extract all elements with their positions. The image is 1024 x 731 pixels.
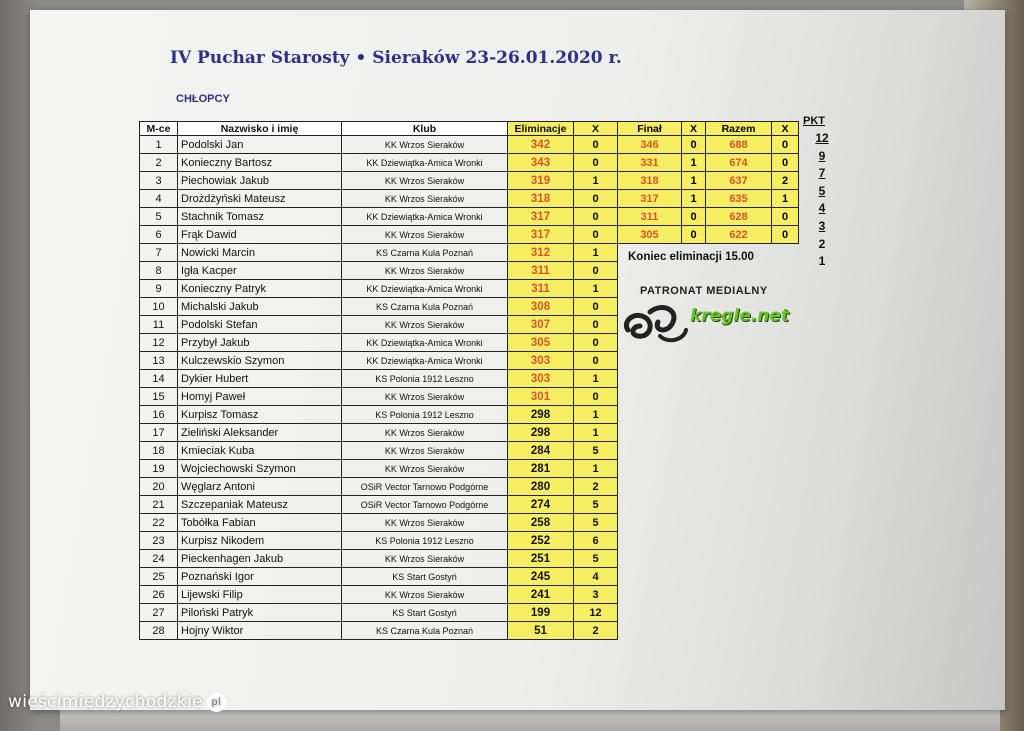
final-cell: 317 bbox=[618, 190, 682, 208]
x-cell: 0 bbox=[574, 226, 618, 244]
total-cell: 622 bbox=[706, 226, 772, 244]
club-cell: OSiR Vector Tarnowo Podgórne bbox=[342, 478, 508, 496]
final-x-cell: 0 bbox=[682, 136, 706, 154]
x-cell: 12 bbox=[574, 604, 618, 622]
club-cell: KK Wrzos Sieraków bbox=[342, 550, 508, 568]
header-final-x: X bbox=[682, 122, 706, 136]
total-x-cell: 0 bbox=[772, 136, 799, 154]
club-cell: KK Dziewiątka-Amica Wronki bbox=[342, 154, 508, 172]
elim-cell: 245 bbox=[508, 568, 574, 586]
rank-cell: 28 bbox=[140, 622, 178, 640]
elim-cell: 308 bbox=[508, 298, 574, 316]
name-cell: Homyj Paweł bbox=[178, 388, 342, 406]
elim-cell: 317 bbox=[508, 208, 574, 226]
rank-cell: 16 bbox=[140, 406, 178, 424]
x-cell: 2 bbox=[574, 478, 618, 496]
elim-cell: 284 bbox=[508, 442, 574, 460]
final-cell: 311 bbox=[618, 208, 682, 226]
club-cell: KK Dziewiątka-Amica Wronki bbox=[342, 334, 508, 352]
results-table bbox=[139, 121, 618, 640]
media-patronage-label: PATRONAT MEDIALNY bbox=[640, 285, 768, 297]
x-cell: 1 bbox=[574, 406, 618, 424]
rank-cell: 19 bbox=[140, 460, 178, 478]
final-x-cell: 0 bbox=[682, 226, 706, 244]
x-cell: 5 bbox=[574, 442, 618, 460]
club-cell: OSiR Vector Tarnowo Podgórne bbox=[342, 496, 508, 514]
rank-cell: 25 bbox=[140, 568, 178, 586]
elim-cell: 258 bbox=[508, 514, 574, 532]
name-cell: Nowicki Marcin bbox=[178, 244, 342, 262]
points-value: 7 bbox=[818, 166, 826, 181]
elim-cell: 274 bbox=[508, 496, 574, 514]
elim-cell: 312 bbox=[508, 244, 574, 262]
table-row bbox=[140, 622, 618, 640]
x-cell: 0 bbox=[574, 154, 618, 172]
total-cell: 635 bbox=[706, 190, 772, 208]
header-elim: Eliminacje bbox=[508, 122, 574, 136]
club-cell: KK Wrzos Sieraków bbox=[342, 190, 508, 208]
club-cell: KS Start Gostyń bbox=[342, 568, 508, 586]
x-cell: 1 bbox=[574, 460, 618, 478]
total-cell: 674 bbox=[706, 154, 772, 172]
end-eliminations-note: Koniec eliminacji 15.00 bbox=[628, 251, 754, 263]
x-cell: 0 bbox=[574, 298, 618, 316]
x-cell: 6 bbox=[574, 532, 618, 550]
x-cell: 2 bbox=[574, 622, 618, 640]
x-cell: 0 bbox=[574, 334, 618, 352]
name-cell: Stachnik Tomasz bbox=[178, 208, 342, 226]
club-cell: KS Czarna Kula Poznań bbox=[342, 622, 508, 640]
rank-cell: 21 bbox=[140, 496, 178, 514]
elim-cell: 311 bbox=[508, 262, 574, 280]
x-cell: 5 bbox=[574, 550, 618, 568]
rank-cell: 15 bbox=[140, 388, 178, 406]
total-x-cell: 1 bbox=[772, 190, 799, 208]
final-cell: 346 bbox=[618, 136, 682, 154]
page-title: IV Puchar Starosty • Sieraków 23-26.01.2020 r. bbox=[170, 48, 622, 68]
club-cell: KS Polonia 1912 Leszno bbox=[342, 532, 508, 550]
final-cell: 318 bbox=[618, 172, 682, 190]
x-cell: 1 bbox=[574, 172, 618, 190]
club-cell: KK Wrzos Sieraków bbox=[342, 136, 508, 154]
table-row bbox=[140, 208, 618, 226]
table-row bbox=[140, 406, 618, 424]
elim-cell: 251 bbox=[508, 550, 574, 568]
final-header-row bbox=[618, 122, 799, 136]
name-cell: Dykier Hubert bbox=[178, 370, 342, 388]
points-value: 5 bbox=[818, 183, 826, 198]
x-cell: 1 bbox=[574, 244, 618, 262]
results-header-row bbox=[140, 122, 618, 136]
x-cell: 5 bbox=[574, 496, 618, 514]
name-cell: Hojny Wiktor bbox=[178, 622, 342, 640]
table-row bbox=[140, 460, 618, 478]
table-row bbox=[140, 424, 618, 442]
club-cell: KK Wrzos Sieraków bbox=[342, 262, 508, 280]
total-cell: 688 bbox=[706, 136, 772, 154]
kregle-logo-text: kregle.net bbox=[690, 306, 789, 326]
name-cell: Konieczny Bartosz bbox=[178, 154, 342, 172]
elim-cell: 343 bbox=[508, 154, 574, 172]
header-total: Razem bbox=[706, 122, 772, 136]
club-cell: KK Wrzos Sieraków bbox=[342, 424, 508, 442]
name-cell: Kurpisz Tomasz bbox=[178, 406, 342, 424]
x-cell: 0 bbox=[574, 388, 618, 406]
rank-cell: 9 bbox=[140, 280, 178, 298]
name-cell: Piloński Patryk bbox=[178, 604, 342, 622]
club-cell: KK Wrzos Sieraków bbox=[342, 226, 508, 244]
elim-cell: 298 bbox=[508, 424, 574, 442]
elim-cell: 241 bbox=[508, 586, 574, 604]
final-cell: 331 bbox=[618, 154, 682, 172]
x-cell: 5 bbox=[574, 514, 618, 532]
points-value: 1 bbox=[818, 254, 826, 269]
header-final: Finał bbox=[618, 122, 682, 136]
header-total-x: X bbox=[772, 122, 799, 136]
table-row bbox=[140, 154, 618, 172]
watermark-text: wieścimiędzychodzkie bbox=[8, 692, 203, 712]
name-cell: Pieckenhagen Jakub bbox=[178, 550, 342, 568]
name-cell: Poznański Igor bbox=[178, 568, 342, 586]
points-header: PKT bbox=[803, 115, 825, 127]
table-row bbox=[140, 550, 618, 568]
elim-cell: 252 bbox=[508, 532, 574, 550]
final-x-cell: 1 bbox=[682, 172, 706, 190]
name-cell: Piechowiak Jakub bbox=[178, 172, 342, 190]
rank-cell: 17 bbox=[140, 424, 178, 442]
table-row bbox=[140, 370, 618, 388]
table-row bbox=[140, 298, 618, 316]
points-value: 2 bbox=[818, 236, 826, 251]
x-cell: 3 bbox=[574, 586, 618, 604]
x-cell: 0 bbox=[574, 316, 618, 334]
table-row bbox=[140, 262, 618, 280]
elim-cell: 303 bbox=[508, 370, 574, 388]
rank-cell: 11 bbox=[140, 316, 178, 334]
rank-cell: 27 bbox=[140, 604, 178, 622]
table-row bbox=[140, 586, 618, 604]
rank-cell: 23 bbox=[140, 532, 178, 550]
table-row bbox=[140, 316, 618, 334]
elim-cell: 281 bbox=[508, 460, 574, 478]
final-row bbox=[618, 136, 799, 154]
table-row bbox=[140, 604, 618, 622]
club-cell: KS Polonia 1912 Leszno bbox=[342, 370, 508, 388]
rank-cell: 4 bbox=[140, 190, 178, 208]
table-row bbox=[140, 568, 618, 586]
elim-cell: 342 bbox=[508, 136, 574, 154]
x-cell: 1 bbox=[574, 370, 618, 388]
club-cell: KK Wrzos Sieraków bbox=[342, 388, 508, 406]
rank-cell: 7 bbox=[140, 244, 178, 262]
points-value: 4 bbox=[818, 201, 826, 216]
final-row bbox=[618, 154, 799, 172]
rank-cell: 5 bbox=[140, 208, 178, 226]
rank-cell: 14 bbox=[140, 370, 178, 388]
rank-cell: 8 bbox=[140, 262, 178, 280]
club-cell: KK Wrzos Sieraków bbox=[342, 442, 508, 460]
name-cell: Węglarz Antoni bbox=[178, 478, 342, 496]
rank-cell: 2 bbox=[140, 154, 178, 172]
table-row bbox=[140, 532, 618, 550]
rank-cell: 20 bbox=[140, 478, 178, 496]
table-row bbox=[140, 478, 618, 496]
points-value: 3 bbox=[818, 219, 826, 233]
total-x-cell: 2 bbox=[772, 172, 799, 190]
table-row bbox=[140, 496, 618, 514]
x-cell: 0 bbox=[574, 190, 618, 208]
table-row bbox=[140, 442, 618, 460]
club-cell: KK Dziewiątka-Amica Wronki bbox=[342, 280, 508, 298]
club-cell: KK Wrzos Sieraków bbox=[342, 172, 508, 190]
elim-cell: 301 bbox=[508, 388, 574, 406]
rank-cell: 24 bbox=[140, 550, 178, 568]
x-cell: 0 bbox=[574, 352, 618, 370]
final-row bbox=[618, 172, 799, 190]
name-cell: Frąk Dawid bbox=[178, 226, 342, 244]
final-x-cell: 1 bbox=[682, 190, 706, 208]
rank-cell: 13 bbox=[140, 352, 178, 370]
rank-cell: 10 bbox=[140, 298, 178, 316]
final-row bbox=[618, 190, 799, 208]
club-cell: KS Czarna Kula Poznań bbox=[342, 298, 508, 316]
table-row bbox=[140, 172, 618, 190]
final-row bbox=[618, 226, 799, 244]
name-cell: Kmieciak Kuba bbox=[178, 442, 342, 460]
name-cell: Przybył Jakub bbox=[178, 334, 342, 352]
name-cell: Zieliński Aleksander bbox=[178, 424, 342, 442]
table-row bbox=[140, 334, 618, 352]
name-cell: Konieczny Patryk bbox=[178, 280, 342, 298]
elim-cell: 305 bbox=[508, 334, 574, 352]
x-cell: 0 bbox=[574, 136, 618, 154]
table-row bbox=[140, 388, 618, 406]
club-cell: KK Wrzos Sieraków bbox=[342, 586, 508, 604]
elim-cell: 318 bbox=[508, 190, 574, 208]
elim-cell: 303 bbox=[508, 352, 574, 370]
x-cell: 1 bbox=[574, 280, 618, 298]
elim-cell: 307 bbox=[508, 316, 574, 334]
name-cell: Szczepaniak Mateusz bbox=[178, 496, 342, 514]
header-name: Nazwisko i imię bbox=[178, 122, 342, 136]
table-row bbox=[140, 280, 618, 298]
x-cell: 0 bbox=[574, 208, 618, 226]
table-row bbox=[140, 244, 618, 262]
elim-cell: 280 bbox=[508, 478, 574, 496]
total-cell: 637 bbox=[706, 172, 772, 190]
club-cell: KK Wrzos Sieraków bbox=[342, 460, 508, 478]
points-value: 12 bbox=[815, 131, 829, 145]
header-club: Klub bbox=[342, 122, 508, 136]
club-cell: KK Wrzos Sieraków bbox=[342, 514, 508, 532]
x-cell: 0 bbox=[574, 262, 618, 280]
table-row bbox=[140, 136, 618, 154]
name-cell: Wojciechowski Szymon bbox=[178, 460, 342, 478]
name-cell: Tobółka Fabian bbox=[178, 514, 342, 532]
name-cell: Podolski Stefan bbox=[178, 316, 342, 334]
total-x-cell: 0 bbox=[772, 226, 799, 244]
rank-cell: 3 bbox=[140, 172, 178, 190]
name-cell: Igła Kacper bbox=[178, 262, 342, 280]
name-cell: Kurpisz Nikodem bbox=[178, 532, 342, 550]
rank-cell: 6 bbox=[140, 226, 178, 244]
points-value: 9 bbox=[818, 148, 826, 163]
header-x: X bbox=[574, 122, 618, 136]
elim-cell: 311 bbox=[508, 280, 574, 298]
watermark-badge: pl bbox=[207, 693, 226, 712]
name-cell: Podolski Jan bbox=[178, 136, 342, 154]
name-cell: Drożdżyński Mateusz bbox=[178, 190, 342, 208]
x-cell: 4 bbox=[574, 568, 618, 586]
final-x-cell: 0 bbox=[682, 208, 706, 226]
elim-cell: 199 bbox=[508, 604, 574, 622]
table-row bbox=[140, 514, 618, 532]
club-cell: KK Dziewiątka-Amica Wronki bbox=[342, 208, 508, 226]
final-table bbox=[617, 121, 799, 244]
club-cell: KS Czarna Kula Poznań bbox=[342, 244, 508, 262]
elim-cell: 317 bbox=[508, 226, 574, 244]
final-row bbox=[618, 208, 799, 226]
site-watermark bbox=[8, 692, 226, 712]
rank-cell: 22 bbox=[140, 514, 178, 532]
name-cell: Michalski Jakub bbox=[178, 298, 342, 316]
total-x-cell: 0 bbox=[772, 208, 799, 226]
rank-cell: 26 bbox=[140, 586, 178, 604]
table-row bbox=[140, 226, 618, 244]
elim-cell: 51 bbox=[508, 622, 574, 640]
rank-cell: 18 bbox=[140, 442, 178, 460]
rank-cell: 1 bbox=[140, 136, 178, 154]
rank-cell: 12 bbox=[140, 334, 178, 352]
club-cell: KS Polonia 1912 Leszno bbox=[342, 406, 508, 424]
club-cell: KK Dziewiątka-Amica Wronki bbox=[342, 352, 508, 370]
final-cell: 305 bbox=[618, 226, 682, 244]
name-cell: Kulczewskio Szymon bbox=[178, 352, 342, 370]
total-cell: 628 bbox=[706, 208, 772, 226]
club-cell: KS Start Gostyń bbox=[342, 604, 508, 622]
name-cell: Lijewski Filip bbox=[178, 586, 342, 604]
club-cell: KK Wrzos Sieraków bbox=[342, 316, 508, 334]
section-title: CHŁOPCY bbox=[176, 93, 230, 105]
elim-cell: 319 bbox=[508, 172, 574, 190]
table-row bbox=[140, 190, 618, 208]
final-x-cell: 1 bbox=[682, 154, 706, 172]
header-rank: M-ce bbox=[140, 122, 178, 136]
table-row bbox=[140, 352, 618, 370]
x-cell: 1 bbox=[574, 424, 618, 442]
elim-cell: 298 bbox=[508, 406, 574, 424]
total-x-cell: 0 bbox=[772, 154, 799, 172]
